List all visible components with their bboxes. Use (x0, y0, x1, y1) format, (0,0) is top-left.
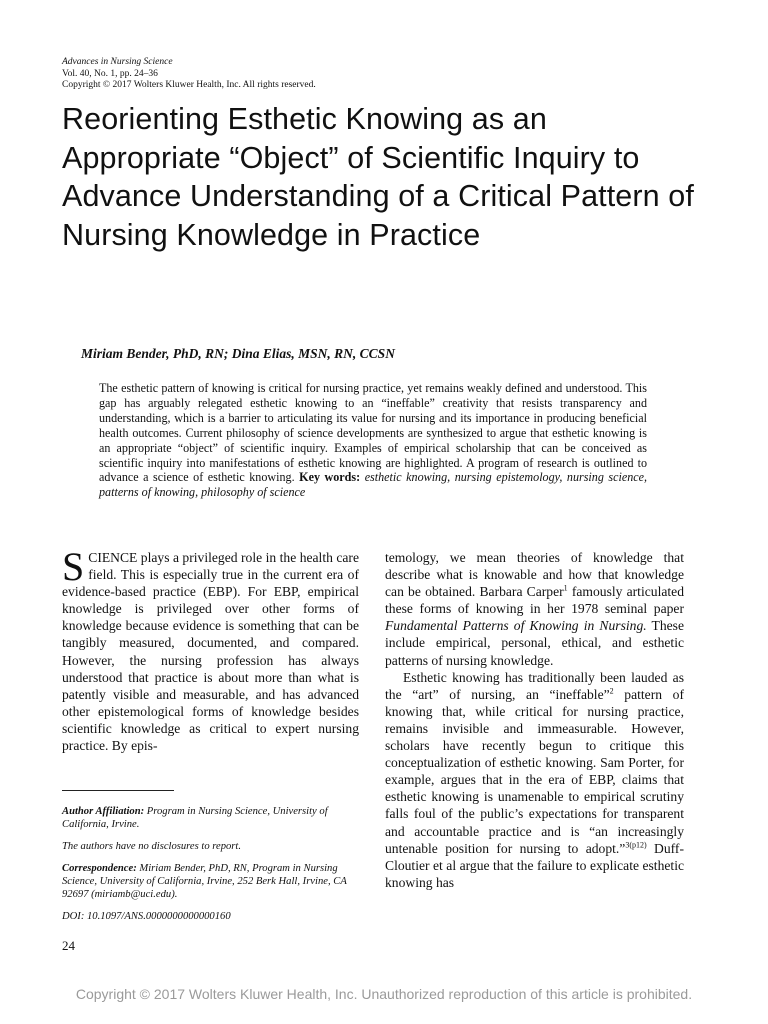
abstract (99, 381, 647, 500)
cited-title: Fundamental Patterns of Knowing in Nursing. (385, 618, 647, 634)
author-affiliation: Author Affiliation: Program in Nursing Science, University of California, Irvine. (62, 806, 328, 830)
body-paragraph: Esthetic knowing has traditionally been lauded as the “art” of nursing, an “ineffable”$^2$ pattern of knowing that, while critical for nursing practice, remains invisible and immeasurable. However, scholars have recently begun to critique this conceptualization of esthetic knowing. Sam Porter, for example, argues that in the era of EBP, claims that esthetic knowing is unamenable to empirical scrutiny falls foul of the public’s expectations for transparent and accountable practice and is “an increasingly untenable position for nursing to adopt.”$^{3(p12)}$ Duff-Cloutier et al argue that the failure to explicate esthetic knowing has (385, 669, 684, 890)
abstract-text: The esthetic pattern of knowing is critical for nursing practice, yet remains weakly defined and understood. This gap has arguably relegated esthetic knowing to an “ineffable” creativity that resists transparency and understanding, which is a barrier to articulating its value for nursing and its importance in producing beneficial health outcomes. Current philosophy of science developments are synthesized to argue that esthetic knowing is an appropriate “object” of scientific inquiry. Examples of empirical scholarship that can be conceived as scientific inquiry into manifestations of esthetic knowing are highlighted. A program of research is outlined to advance a science of esthetic knowing. (99, 381, 647, 485)
copyright-footer: Copyright © 2017 Wolters Kluwer Health, Inc. Unauthorized reproduction of this article is prohibited. (75, 986, 693, 1002)
journal-header (62, 57, 316, 92)
journal-volume: Vol. 40, No. 1, pp. 24–36 (62, 68, 158, 79)
citation-ref[interactable]: 3(p12) (625, 840, 647, 850)
article-title: Reorienting Esthetic Knowing as an Appropriate “Object” of Scientific Inquiry to Advance Understanding of a Critical Pattern of Nursing Knowledge in Practice (62, 102, 694, 252)
body-left-text: CIENCE plays a privileged role in the health care field. This is especially true in the current era of evidence-based practice (EBP). For EBP, empirical knowledge is privileged over other forms of knowledge because evidence is something that can be tangibly measured, documented, and compared. However, the nursing profession has always understood that practice is about more than what is patently visible and measurable, and has advanced other epistemological forms of knowledge besides scientific knowledge as critical to expert nursing practice. By epis- (62, 550, 359, 754)
citation-ref[interactable]: 1 (563, 583, 568, 593)
body-paragraph: temology, we mean theories of knowledge that describe what is knowable and how that knowledge can be obtained. Barbara Carper$^1$ famously articulated these forms of knowing in her 1978 seminal paper Fundamental Patterns of Knowing in Nursing. These include empirical, personal, ethical, and esthetic patterns of nursing knowledge. (385, 550, 684, 668)
disclosure-note: The authors have no disclosures to report. (62, 841, 242, 852)
citation-ref[interactable]: 2 (609, 686, 614, 696)
body-column-right (385, 549, 684, 891)
article-authors: Miriam Bender, PhD, RN; Dina Elias, MSN, RN, CCSN (81, 346, 395, 361)
doi: DOI: 10.1097/ANS.0000000000000160 (62, 911, 231, 922)
journal-name: Advances in Nursing Science (62, 57, 173, 67)
correspondence-note: Correspondence: Miriam Bender, PhD, RN, Program in Nursing Science, University of California, Irvine, 252 Berk Hall, Irvine, CA 92697 (miriamb@uci.edu). (62, 863, 347, 900)
journal-copyright: Copyright © 2017 Wolters Kluwer Health, Inc. All rights reserved. (62, 80, 316, 90)
keywords-label: Key words: (299, 470, 361, 485)
keywords: esthetic knowing, nursing epistemology, nursing science, patterns of knowing, philosophy of science (99, 470, 648, 500)
page-number: 24 (62, 938, 75, 953)
body-column-left (62, 544, 359, 754)
drop-cap: S (62, 544, 85, 589)
footnote-divider (62, 790, 174, 791)
footnotes (62, 805, 362, 932)
